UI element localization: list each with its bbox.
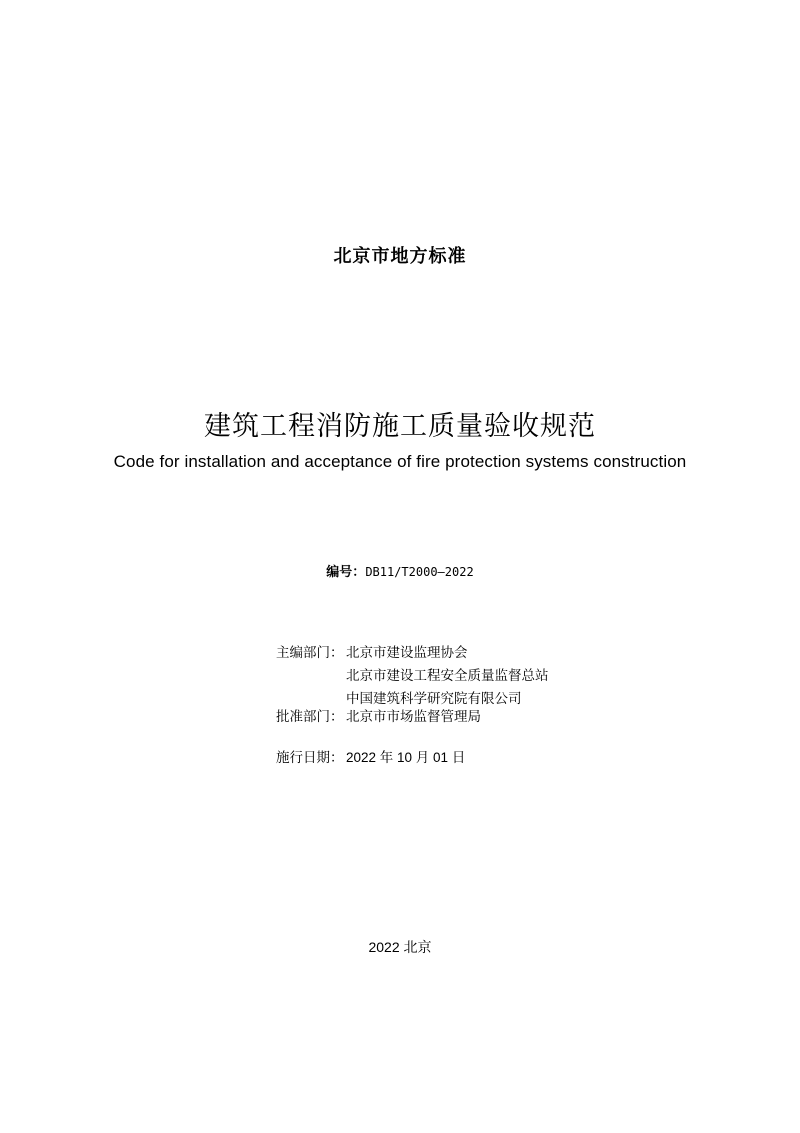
editor-label: 主编部门： xyxy=(276,645,344,661)
editor-row-1 xyxy=(276,642,549,665)
editor-organizations xyxy=(276,642,549,711)
editor-row-2 xyxy=(276,665,549,688)
editor-org-2: 北京市建设工程安全质量监督总站 xyxy=(346,668,549,684)
editor-org-1: 北京市建设监理协会 xyxy=(346,645,468,661)
approval-department xyxy=(276,706,481,729)
approval-label: 批准部门： xyxy=(276,709,344,725)
standard-number-value: DB11/T2000—2022 xyxy=(365,565,474,579)
editor-org-3: 中国建筑科学研究院有限公司 xyxy=(346,691,522,707)
document-title-chinese: 建筑工程消防施工质量验收规范 xyxy=(204,411,596,442)
effective-label: 施行日期： xyxy=(276,750,344,766)
effective-value: 2022 年 10 月 01 日 xyxy=(346,750,466,765)
standard-type: 北京市地方标准 xyxy=(333,246,467,267)
standard-number-label: 编号： xyxy=(326,565,366,580)
standard-number xyxy=(0,561,800,580)
approval-value: 北京市市场监督管理局 xyxy=(346,709,481,725)
document-title-english: Code for installation and acceptance of fire protection systems construction xyxy=(113,452,687,471)
publication-footer: 2022 北京 xyxy=(368,939,432,955)
effective-date xyxy=(276,746,465,770)
